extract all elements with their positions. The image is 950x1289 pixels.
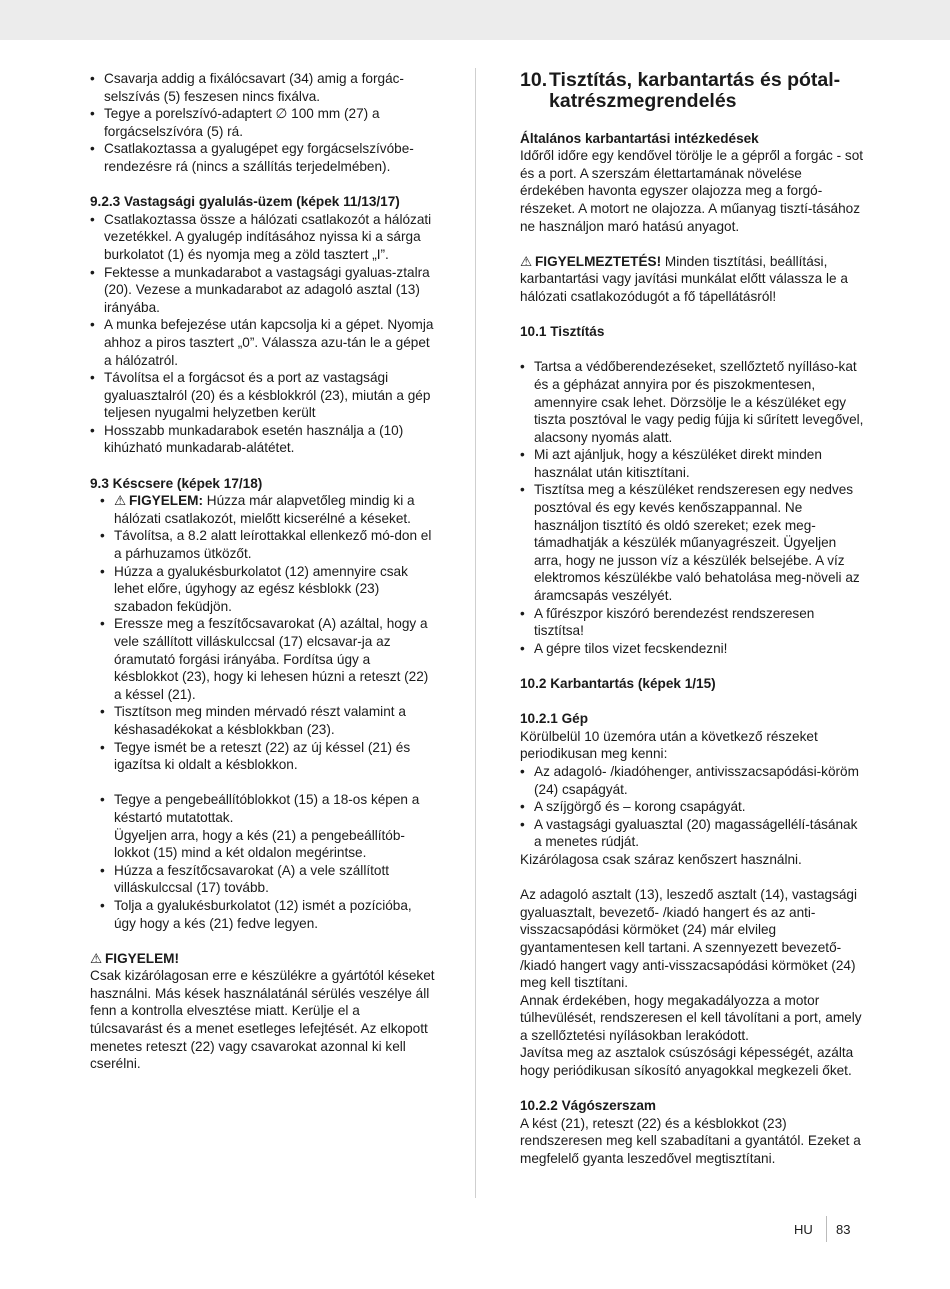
section-heading-101: 10.1 Tisztítás <box>520 324 605 340</box>
section-101-bullet-list <box>520 358 865 657</box>
section-93-bullet-list-2 <box>90 791 435 932</box>
general-text: Időről időre egy kendővel törölje le a gépről a forgác - sot és a port. A szerszám élettartamának növelése érdekében havonta egyszer olajozza meg a forgó-részeket. A motort ne olajozza. A műanyag tisztí-tásához ne használjon maró hatású anyagot. <box>520 148 864 234</box>
section-1021-bullet-list <box>520 763 865 851</box>
warning-triangle-icon: ⚠ <box>114 493 127 509</box>
list-item: • Tolja a gyalukésburkolatot (12) ismét a pozícióba, úgy hogy a kés (21) fedve legyen. <box>90 897 435 932</box>
list-item: • Tisztítsa meg a készüléket rendszeresen egy nedves posztóval és egy kevés kenőszappannal. Ne használjon tisztító és oldó szereket; ezek meg-támadhatják a készülék műanyagrészeit. Ügyeljen arra, hogy ne jusson víz a készülék belsejébe. A víz elektromos készülékbe való behatolása meg-növeli az áramcsapás veszélyét. <box>520 481 865 604</box>
list-item: • Fektesse a munkadarabot a vastagsági gyaluas-ztalra (20). Vezese a munkadarabot az adagoló asztal (13) irányába. <box>90 264 435 317</box>
warning-label: FIGYELEM: <box>129 493 204 509</box>
warning-triangle-icon: ⚠ <box>90 950 103 966</box>
list-item: • Tegye a pengebeállítóblokkot (15) a 18-os képen a késtartó mutatottak. Ügyeljen arra, hogy a kés (21) a pengebeállítób-lokkot (15) mind a két oldalon megérintse. <box>90 791 435 861</box>
section-1021-note: Kizárólagosa csak száraz kenőszert használni. <box>520 851 802 867</box>
section-heading-1022: 10.2.2 Vágószerszam <box>520 1098 657 1114</box>
list-item: • A vastagsági gyaluasztal (20) magasságellélí-tásának a menetes rúdját. <box>520 816 865 851</box>
list-item: • Csavarja addig a fixálócsavart (34) amig a forgác-selszívás (5) feszesen nincs fixálva. <box>90 70 435 105</box>
chapter-title <box>520 70 865 112</box>
list-item: • Az adagoló- /kiadóhenger, antivisszacsapódási-köröm (24) csapágyát. <box>520 763 865 798</box>
final-warning-label: FIGYELEM! <box>105 950 180 966</box>
page-number: 83 <box>836 1222 851 1237</box>
section-heading-1021: 10.2.1 Gép <box>520 711 589 727</box>
warning-list-item <box>90 492 435 527</box>
list-item: • Hosszabb munkadarabok esetén használja a (10) kihúzható munkadarab-alátétet. <box>90 422 435 457</box>
list-item: • A fűrészpor kiszóró berendezést rendszeresen tisztítsa! <box>520 605 865 640</box>
list-item: • Húzza a feszítőcsavarokat (A) a vele szállított villáskulccsal (17) tovább. <box>90 862 435 897</box>
list-item: • Tegye a porelszívó-adaptert ∅ 100 mm (27) a forgácselszívóra (5) rá. <box>90 105 435 140</box>
section-1022-text: A kést (21), reteszt (22) és a késblokkot (23) rendszeresen meg kell szabadítani a gyantától. Ezeket a megfelelő gyanta leszedővel megtisztítani. <box>520 1115 861 1167</box>
warning-label: FIGYELMEZTETÉS! <box>535 253 662 269</box>
list-item: • A gépre tilos vizet fecskendezni! <box>520 640 865 658</box>
list-item: • Tisztítson meg minden mérvadó részt valamint a késhasadékokat a késblokkban (23). <box>90 703 435 738</box>
warning-triangle-icon: ⚠ <box>520 253 533 269</box>
intro-bullet-list <box>90 70 435 176</box>
column-divider <box>475 68 476 1198</box>
footer-language: HU <box>794 1222 813 1237</box>
chapter-title-text: Tisztítás, karbantartás és pótal-katrészmegrendelés <box>549 69 841 112</box>
section-93-bullet-list <box>90 492 435 774</box>
general-heading: Általános karbantartási intézkedések <box>520 130 759 146</box>
list-item: • Távolítsa, a 8.2 alatt leírottakkal ellenkező mó-don el a párhuzamos ütközőt. <box>90 527 435 562</box>
list-item: • Eressze meg a feszítőcsavarokat (A) azáltal, hogy a vele szállított villáskulccsal (17) elcsavar-ja az óramutató forgási irányába. Fordítsa úgy a késblokkot (23), hogy ki lehesen húzni a reteszt (22) a késsel (21). <box>90 615 435 703</box>
list-item: • Csatlakoztassa a gyalugépet egy forgácselszívóbe-rendezésre rá (nincs a szállítás terjedelmében). <box>90 140 435 175</box>
list-item: • Mi azt ajánljuk, hogy a készüléket direkt minden használat után kitisztítani. <box>520 446 865 481</box>
left-column <box>90 70 435 1073</box>
section-heading-102: 10.2 Karbantartás (képek 1/15) <box>520 676 716 691</box>
top-band <box>0 0 950 40</box>
section-1021-intro: Körülbelül 10 üzemóra után a következő részeket periodikusan meg kenni: <box>520 728 818 762</box>
section-heading-923: 9.2.3 Vastagsági gyalulás-üzem (képek 11/13/17) <box>90 194 400 210</box>
warning-text: Minden tisztítási, beállítási, karbantartási vagy javítási munkálat előtt válassza le a hálózati csatlakozódugót a fő tápellátásról! <box>520 253 848 304</box>
warning-text: Húzza már alapvetőleg mindig ki a hálózati csatlakozót, mielőtt kicserélné a késeket. <box>114 493 415 526</box>
list-item: • A szíjgörgő és – korong csapágyát. <box>520 798 865 816</box>
final-warning-heading <box>90 950 435 968</box>
list-item: • Csatlakoztassa össze a hálózati csatlakozót a hálózati vezetékkel. A gyalugép indításához nyissa ki a sárga burkolatot (1) és nyomja meg a zöld tasztert „I”. <box>90 211 435 264</box>
section-1021-paragraph: Az adagoló asztalt (13), leszedő asztalt (14), vastagsági gyaluasztalt, bevezető- /kiadó hangert és az anti-visszacsapódási körmöket (24) már elvileg gyantamentesen kell tartani. A szennyezett bevezető- /kiadó hangert vagy anti-visszacsapódási körmöket (24) meg kell tisztítani. Annak érdekében, hogy megakadályozza a motor túlhevülését, rendszeresen el kell távolítani a port, amely a szellőztetési nyílásokban lerakódott. Javítsa meg az asztalok csúszósági képességét, azálta hogy periódikusan síkosító anyagokkal megkezeli őket. <box>520 887 862 1079</box>
chapter-number: 10. <box>520 69 548 91</box>
final-warning-text: Csak kizárólagosan erre e készülékre a gyártótól késeket használni. Más kések használatánál sérülés veszélye áll fenn a kontrolla elvesztése miatt. Kerülje el a túlcsavarást és a menet esetleges lefejtését. Az elkopott menetes reteszt (22) vagy csavarokat azonnal ki kell cserélni. <box>90 968 435 1072</box>
section-heading-93: 9.3 Késcsere (képek 17/18) <box>90 475 263 491</box>
list-item: • Távolítsa el a forgácsot és a port az vastagsági gyaluasztalról (20) és a késblokkról (23), miután a gép teljesen nyugalmi helyzetben került <box>90 369 435 422</box>
list-item: • Tegye ismét be a reteszt (22) az új késsel (21) és igazítsa ki oldalt a késblokkon. <box>90 739 435 774</box>
list-item: • Húzza a gyalukésburkolatot (12) amennyire csak lehet előre, úgyhogy az egész késblokk (23) szabadon feküdjön. <box>90 563 435 616</box>
warning-paragraph <box>520 253 865 306</box>
list-item: • Tartsa a védőberendezéseket, szellőztető nyílláso-kat és a gépházat annyira por és piszokmentesen, amennyire csak lehet. Dörzsölje le a készüléket egy tiszta posztóval le vagy pedig fújja ki sűrített levegővel, alacsony nyomás alatt. <box>520 358 865 446</box>
list-item: • A munka befejezése után kapcsolja ki a gépet. Nyomja ahhoz a piros tasztert „0”. Válassza azu-tán le a gépet a hálózatról. <box>90 316 435 369</box>
section-923-bullet-list <box>90 211 435 457</box>
footer-separator <box>826 1216 827 1242</box>
right-column <box>520 70 865 1168</box>
